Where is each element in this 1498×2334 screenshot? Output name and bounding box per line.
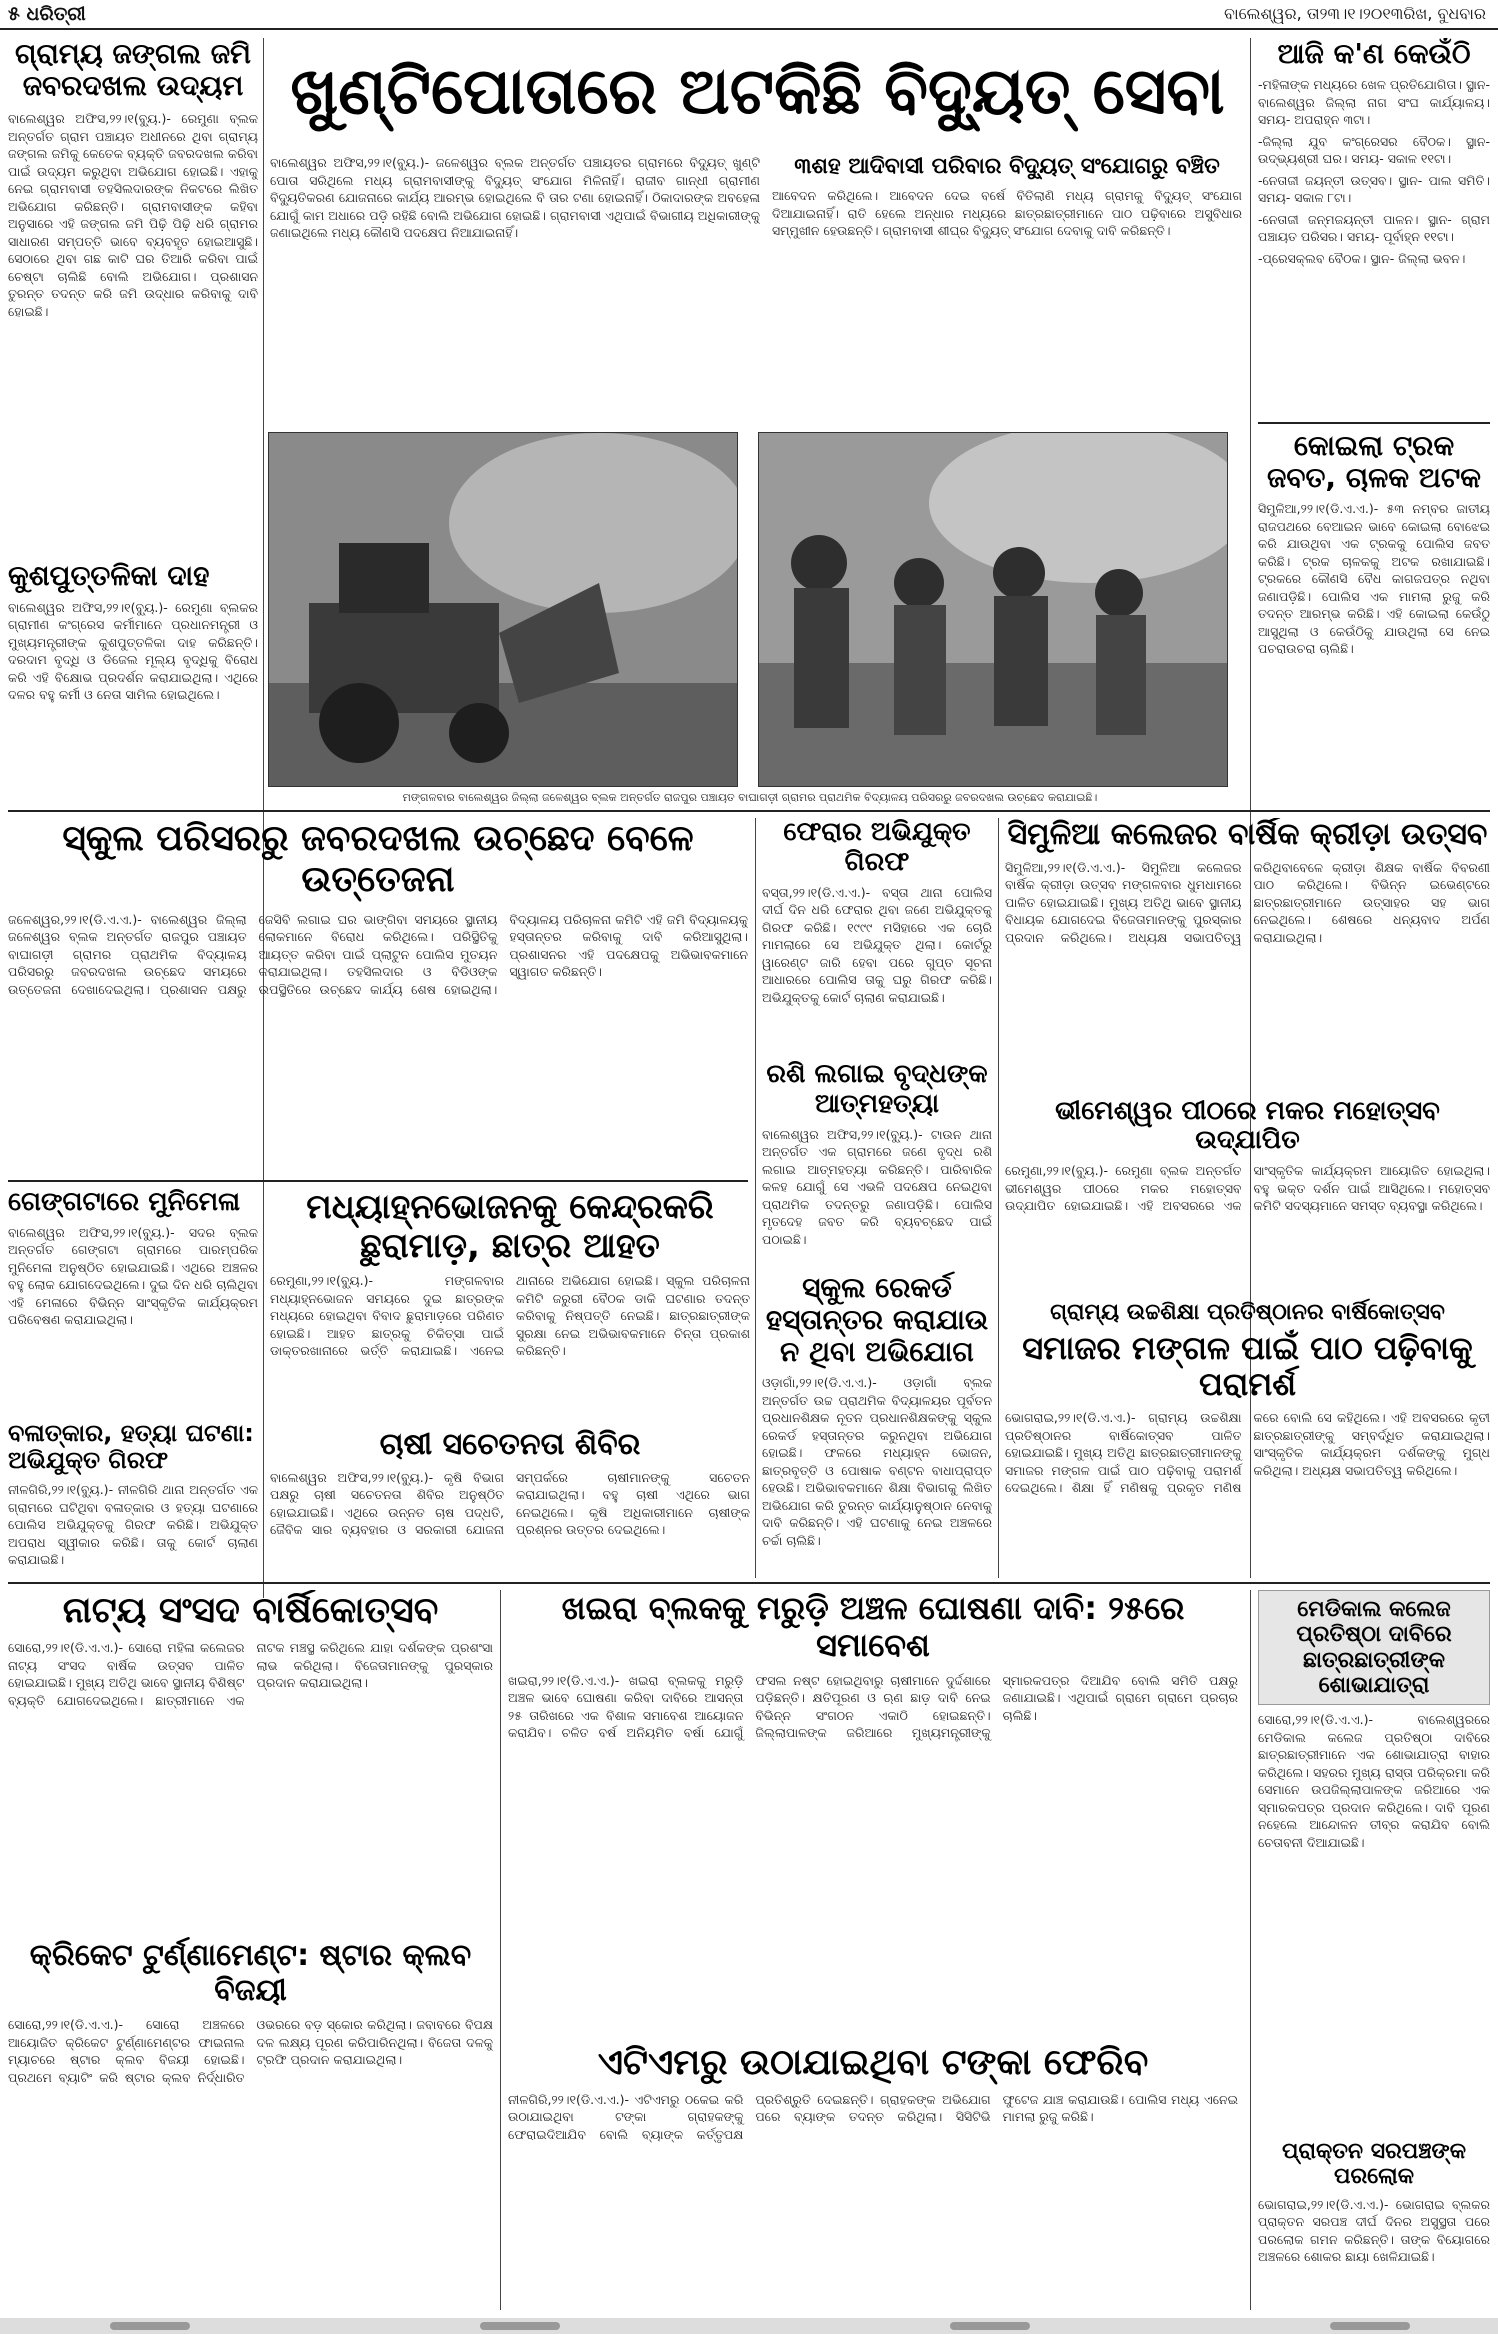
farmer-headline: ଚାଷୀ ସଚେତନତା ଶିବିର: [379, 1427, 641, 1463]
lead-body-right: ଆବେଦନ କରିଥିଲେ। ଆବେଦନ ଦେଇ ବର୍ଷେ ବିତିଲାଣି ମଧ୍ୟ ଗ୍ରାମକୁ ବିଦ୍ୟୁତ୍ ସଂଯୋଗ ଦିଆଯାଇନାହିଁ। ରାତି ହେଲେ ଅନ୍ଧାର ମଧ୍ୟରେ ଛାତ୍ରଛାତ୍ରୀମାନେ ପାଠ ପଢ଼ିବାରେ ଅସୁବିଧାର ସମ୍ମୁଖୀନ ହେଉଛନ୍ତି। ଗ୍ରାମବାସୀ ଶୀଘ୍ର ବିଦ୍ୟୁତ୍ ସଂଯୋଗ ଦେବାକୁ ଦାବି କରିଛନ୍ତି।: [772, 188, 1242, 239]
obit-headline: ପ୍ରାକ୍ତନ ସରପଞ୍ଚଙ୍କ ପରଲୋକ: [1282, 2139, 1466, 2190]
right-block: [1005, 818, 1490, 1578]
obit-body: ଭୋଗରାଇ,୨୨।୧(ଡି.ଏ.ଏ.)- ଭୋଗରାଇ ବ୍ଲକର ପ୍ରାକ୍ତନ ସରପଞ୍ଚ ଦୀର୍ଘ ଦିନର ଅସୁସ୍ଥତା ପରେ ପରଲୋକ ଗମନ କରିଛନ୍ତି। ତାଙ୍କ ବିୟୋଗରେ ଅଞ୍ଚଳରେ ଶୋକର ଛାୟା ଖେଳିଯାଇଛି।: [1258, 2196, 1490, 2265]
makar-headline: ଭୀମେଶ୍ୱର ପୀଠରେ ମକର ମହୋତ୍ସବ ଉଦ୍‌ଯାପିତ: [1055, 1095, 1440, 1156]
lead-photo-caption: ମଙ୍ଗଳବାର ବାଲେଶ୍ୱର ଜିଲ୍ଲା ଜଳେଶ୍ୱର ବ୍ଲକ ଅନ୍ତର୍ଗତ ରାଜପୁର ପଞ୍ଚାୟତ ବାଘାଗଡ଼ୀ ଗ୍ରାମର ପ୍ରାଥମିକ ବିଦ୍ୟାଳୟ ପରିସରରୁ ଜବରଦଖଲ ଉଚ୍ଛେଦ କରାଯାଇଛି।: [402, 791, 1098, 804]
effigy-headline: କୁଶପୁତ୍ତଳିକା ଦାହ: [8, 559, 210, 593]
cricket-body: ସୋରୋ,୨୨।୧(ଡି.ଏ.ଏ.)- ସୋରୋ ଅଞ୍ଚଳରେ ଆୟୋଜିତ କ୍ରିକେଟ ଟୁର୍ଣ୍ଣାମେଣ୍ଟର ଫାଇନାଲ ମ୍ୟାଚରେ ଷ୍ଟାର କ୍ଲବ ବିଜୟୀ ହୋଇଛି। ପ୍ରଥମେ ବ୍ୟାଟିଂ କରି ଷ୍ଟାର କ୍ଲବ ନିର୍ଦ୍ଧାରିତ ଓଭରରେ ବଡ଼ ସ୍କୋର କରିଥିଲା। ଜବାବରେ ବିପକ୍ଷ ଦଳ ଲକ୍ଷ୍ୟ ପୂରଣ କରିପାରିନଥିଲା। ବିଜେତା ଦଳକୁ ଟ୍ରଫି ପ୍ରଦାନ କରାଯାଇଥିଲା।: [8, 2017, 493, 2085]
footer-tab: [110, 2322, 190, 2330]
suicide-body: ବାଲେଶ୍ୱର ଅଫିସ,୨୨।୧(ବ୍ୟୁ.)- ଟାଉନ ଥାନା ଅନ୍ତର୍ଗତ ଏକ ଗ୍ରାମରେ ଜଣେ ବୃଦ୍ଧ ରଶି ଲଗାଇ ଆତ୍ମହତ୍ୟା କରିଛନ୍ତି। ପାରିବାରିକ କଳହ ଯୋଗୁଁ ସେ ଏଭଳି ପଦକ୍ଷେପ ନେଇଥିବା ପ୍ରାଥମିକ ତଦନ୍ତରୁ ଜଣାପଡ଼ିଛି। ପୋଲିସ ମୃତଦେହ ଜବତ କରି ବ୍ୟବଚ୍ଛେଦ ପାଇଁ ପଠାଇଛି।: [762, 1126, 992, 1247]
page-header: [0, 0, 1498, 30]
school-body: ଜଳେଶ୍ୱର,୨୨।୧(ଡି.ଏ.ଏ.)- ବାଲେଶ୍ୱର ଜିଲ୍ଲା ଜଳେଶ୍ୱର ବ୍ଲକ ଅନ୍ତର୍ଗତ ରାଜପୁର ପଞ୍ଚାୟତ ବାଘାଗଡ଼ୀ ଗ୍ରାମର ପ୍ରାଥମିକ ବିଦ୍ୟାଳୟ ପରିସରରୁ ଜବରଦଖଲ ଉଚ୍ଛେଦ ସମୟରେ ଉତ୍ତେଜନା ଦେଖାଦେଇଥିଲା। ପ୍ରଶାସନ ପକ୍ଷରୁ ଜେସିବି ଲଗାଇ ଘର ଭାଙ୍ଗିବା ସମୟରେ ସ୍ଥାନୀୟ ଲୋକମାନେ ବିରୋଧ କରିଥିଲେ। ପରିସ୍ଥିତିକୁ ଆୟତ୍ତ କରିବା ପାଇଁ ପ୍ଲାଟୁନ ପୋଲିସ ମୁତୟନ କରାଯାଇଥିଲା। ତହସିଲଦାର ଓ ବିଡିଓଙ୍କ ଉପସ୍ଥିତିରେ ଉଚ୍ଛେଦ କାର୍ଯ୍ୟ ଶେଷ ହୋଇଥିଲା। ବିଦ୍ୟାଳୟ ପରିଚାଳନା କମିଟି ଏହି ଜମି ବିଦ୍ୟାଳୟକୁ ହସ୍ତାନ୍ତର କରିବାକୁ ଦାବି କରିଆସୁଥିଲା। ପ୍ରଶାସନର ଏହି ପଦକ୍ଷେପକୁ ଅଭିଭାବକମାନେ ସ୍ୱାଗତ କରିଛନ୍ତି।: [8, 911, 748, 997]
effigy-body: ବାଲେଶ୍ୱର ଅଫିସ,୨୨।୧(ବ୍ୟୁ.)- ରେମୁଣା ବ୍ଲକର ଗ୍ରାମୀଣ କଂଗ୍ରେସ କର୍ମୀମାନେ ପ୍ରଧାନମନ୍ତ୍ରୀ ଓ ମୁଖ୍ୟମନ୍ତ୍ରୀଙ୍କ କୁଶପୁତ୍ତଳିକା ଦାହ କରିଛନ୍ତି। ଦରଦାମ ବୃଦ୍ଧି ଓ ଡିଜେଲ ମୂଲ୍ୟ ବୃଦ୍ଧିକୁ ବିରୋଧ କରି ଏହି ବିକ୍ଷୋଭ ପ୍ରଦର୍ଶନ କରାଯାଇଥିଲା। ଏଥିରେ ଦଳର ବହୁ କର୍ମୀ ଓ ନେତା ସାମିଲ ହୋଇଥିଲେ।: [8, 599, 258, 703]
page-footer-strip: [0, 2318, 1498, 2334]
drama-body: ସୋରୋ,୨୨।୧(ଡି.ଏ.ଏ.)- ସୋରୋ ମହିଳା କଲେଜର ନାଟ୍ୟ ସଂସଦ ବାର୍ଷିକ ଉତ୍ସବ ପାଳିତ ହୋଇଯାଇଛି। ମୁଖ୍ୟ ଅତିଥି ଭାବେ ସ୍ଥାନୀୟ ବିଶିଷ୍ଟ ବ୍ୟକ୍ତି ଯୋଗଦେଇଥିଲେ। ଛାତ୍ରୀମାନେ ଏକ ନାଟକ ମଞ୍ଚସ୍ଥ କରିଥିଲେ ଯାହା ଦର୍ଶକଙ୍କ ପ୍ରଶଂସା ଲାଭ କରିଥିଲା। ବିଜେତାମାନଙ୍କୁ ପୁରସ୍କାର ପ୍ରଦାନ କରାଯାଇଥିଲା।: [8, 1640, 493, 1708]
photo-bulldozer: [268, 432, 738, 787]
rural-edu-body: ଭୋଗରାଇ,୨୨।୧(ଡି.ଏ.ଏ.)- ଗ୍ରାମ୍ୟ ଉଚ୍ଚଶିକ୍ଷା ପ୍ରତିଷ୍ଠାନର ବାର୍ଷିକୋତ୍ସବ ପାଳିତ ହୋଇଯାଇଛି। ମୁଖ୍ୟ ଅତିଥି ଛାତ୍ରଛାତ୍ରୀମାନଙ୍କୁ ସମାଜର ମଙ୍ଗଳ ପାଇଁ ପାଠ ପଢ଼ିବାକୁ ପରାମର୍ଶ ଦେଇଥିଲେ। ଶିକ୍ଷା ହିଁ ମଣିଷକୁ ପ୍ରକୃତ ମଣିଷ କରେ ବୋଲି ସେ କହିଥିଲେ। ଏହି ଅବସରରେ କୃତୀ ଛାତ୍ରଛାତ୍ରୀଙ୍କୁ ସମ୍ବର୍ଦ୍ଧିତ କରାଯାଇଥିଲା। ସାଂସ୍କୃତିକ କାର୍ଯ୍ୟକ୍ରମ ଦର୍ଶକଙ୍କୁ ମୁଗ୍ଧ କରିଥିଲା। ଅଧ୍ୟକ୍ଷ ସଭାପତିତ୍ୱ କରିଥିଲେ।: [1005, 1410, 1490, 1496]
ganga-rape-column: [8, 1188, 258, 1578]
coal-truck-article: [1258, 430, 1490, 805]
today-item: -ଜିଲ୍ଲା ଯୁବ କଂଗ୍ରେସର ବୈଠକ। ସ୍ଥାନ- ଉଦ୍ଭ୍ୟଶ୍ରୀ ଘର। ସମୟ- ସକାଳ ୧୧ଟା।: [1258, 133, 1490, 167]
ganga-headline: ଗେଙ୍ଗଟାରେ ମୁନିମେଳା: [8, 1188, 241, 1217]
arrest-headline: ଫେରାର ଅଭିଯୁକ୍ତ ଗିରଫ: [783, 818, 971, 877]
ganga-body: ବାଲେଶ୍ୱର ଅଫିସ,୨୨।୧(ବ୍ୟୁ.)- ସଦର ବ୍ଲକ ଅନ୍ତର୍ଗତ ଗେଙ୍ଗଟା ଗ୍ରାମରେ ପାରମ୍ପରିକ ମୁନିମେଳା ଅନୁଷ୍ଠିତ ହୋଇଯାଇଛି। ଏଥିରେ ଅଞ୍ଚଳର ବହୁ ଲୋକ ଯୋଗଦେଇଥିଲେ। ଦୁଇ ଦିନ ଧରି ଚାଲିଥିବା ଏହି ମେଳାରେ ବିଭିନ୍ନ ସାଂସ୍କୃତିକ କାର୍ଯ୍ୟକ୍ରମ ପରିବେଷଣ କରାଯାଇଥିଲା।: [8, 1224, 258, 1328]
records-body: ଓଡ଼ାଗାଁ,୨୨।୧(ଡି.ଏ.ଏ.)- ଓଡ଼ାଗାଁ ବ୍ଲକ ଅନ୍ତର୍ଗତ ଉଚ୍ଚ ପ୍ରାଥମିକ ବିଦ୍ୟାଳୟର ପୂର୍ବତନ ପ୍ରଧାନଶିକ୍ଷକ ନୂତନ ପ୍ରଧାନଶିକ୍ଷକଙ୍କୁ ସ୍କୁଲ ରେକର୍ଡ ହସ୍ତାନ୍ତର କରୁନଥିବା ଅଭିଯୋଗ ହୋଇଛି। ଫଳରେ ମଧ୍ୟାହ୍ନ ଭୋଜନ, ଛାତ୍ରବୃତ୍ତି ଓ ପୋଷାକ ବଣ୍ଟନ ବାଧାପ୍ରାପ୍ତ ହେଉଛି। ଅଭିଭାବକମାନେ ଶିକ୍ଷା ବିଭାଗକୁ ଲିଖିତ ଅଭିଯୋଗ କରି ତୁରନ୍ତ କାର୍ଯ୍ୟାନୁଷ୍ଠାନ ନେବାକୁ ଦାବି କରିଛନ୍ତି। ଏହି ଘଟଣାକୁ ନେଇ ଅଞ୍ଚଳରେ ଚର୍ଚ୍ଚା ଚାଲିଛି।: [762, 1375, 992, 1548]
college-sports-body: ସିମୁଳିଆ,୨୨।୧(ଡି.ଏ.ଏ.)- ସିମୁଳିଆ କଲେଜର ବାର୍ଷିକ କ୍ରୀଡ଼ା ଉତ୍ସବ ମଙ୍ଗଳବାର ଧୁମଧାମରେ ପାଳିତ ହୋଇଯାଇଛି। ମୁଖ୍ୟ ଅତିଥି ଭାବେ ସ୍ଥାନୀୟ ବିଧାୟକ ଯୋଗଦେଇ ବିଜେତାମାନଙ୍କୁ ପୁରସ୍କାର ପ୍ରଦାନ କରିଥିଲେ। ଅଧ୍ୟକ୍ଷ ସଭାପତିତ୍ୱ କରିଥିବାବେଳେ କ୍ରୀଡ଼ା ଶିକ୍ଷକ ବାର୍ଷିକ ବିବରଣୀ ପାଠ କରିଥିଲେ। ବିଭିନ୍ନ ଇଭେଣ୍ଟରେ ଛାତ୍ରଛାତ୍ରୀମାନେ ଉତ୍ସାହର ସହ ଭାଗ ନେଇଥିଲେ। ଶେଷରେ ଧନ୍ୟବାଦ ଅର୍ପଣ କରାଯାଇଥିଲା।: [1005, 859, 1490, 945]
today-item: -ମହିଳାଙ୍କ ମଧ୍ୟରେ ଖେଳ ପ୍ରତିଯୋଗିତା। ସ୍ଥାନ- ବାଲେଶ୍ୱର ଜିଲ୍ଲା ନାଗ ସଂଘ କାର୍ଯ୍ୟାଳୟ। ସମୟ- ଅପରାହ୍ନ ୩ଟା।: [1258, 77, 1490, 128]
footer-tab: [950, 2322, 1030, 2330]
makar-body: ରେମୁଣା,୨୨।୧(ବ୍ୟୁ.)- ରେମୁଣା ବ୍ଲକ ଅନ୍ତର୍ଗତ ଭୀମେଶ୍ୱର ପୀଠରେ ମକର ମହୋତ୍ସବ ଉଦ୍‌ଯାପିତ ହୋଇଯାଇଛି। ଏହି ଅବସରରେ ଏକ ସାଂସ୍କୃତିକ କାର୍ଯ୍ୟକ୍ରମ ଆୟୋଜିତ ହୋଇଥିଲା। ବହୁ ଭକ୍ତ ଦର୍ଶନ ପାଇଁ ଆସିଥିଲେ। ମହୋତ୍ସବ କମିଟି ସଦସ୍ୟମାନେ ସମସ୍ତ ବ୍ୟବସ୍ଥା କରିଥିଲେ।: [1005, 1163, 1490, 1214]
forest-body: ବାଲେଶ୍ୱର ଅଫିସ,୨୨।୧(ବ୍ୟୁ.)- ରେମୁଣା ବ୍ଲକ ଅନ୍ତର୍ଗତ ଗ୍ରାମ ପଞ୍ଚାୟତ ଅଧୀନରେ ଥିବା ଗ୍ରାମ୍ୟ ଜଙ୍ଗଲ ଜମିକୁ କେତେକ ବ୍ୟକ୍ତି ଜବରଦଖଲ କରିବା ପାଇଁ ଉଦ୍ୟମ କରୁଥିବା ଅଭିଯୋଗ ହୋଇଛି। ଏହାକୁ ନେଇ ଗ୍ରାମବାସୀ ତହସିଲଦାରଙ୍କ ନିକଟରେ ଲିଖିତ ଅଭିଯୋଗ କରିଛନ୍ତି। ଗ୍ରାମବାସୀଙ୍କ କହିବା ଅନୁସାରେ ଏହି ଜଙ୍ଗଲ ଜମି ପିଢ଼ି ପିଢ଼ି ଧରି ଗ୍ରାମର ସାଧାରଣ ସମ୍ପତ୍ତି ଭାବେ ବ୍ୟବହୃତ ହୋଇଆସୁଛି। ସେଠାରେ ଥିବା ଗଛ କାଟି ଘର ତିଆରି କରିବା ପାଇଁ ଚେଷ୍ଟା ଚାଲିଛି ବୋଲି ଅଭିଯୋଗ। ପ୍ରଶାସନ ତୁରନ୍ତ ତଦନ୍ତ କରି ଜମି ଉଦ୍ଧାର କରିବାକୁ ଦାବି ହୋଇଛି।: [8, 111, 258, 319]
school-headline: ସ୍କୁଲ ପରିସରରୁ ଜବରଦଖଲ ଉଚ୍ଛେଦ ବେଳେ ଉତ୍ତେଜନା: [62, 818, 694, 901]
arrest-body: ବସ୍ତା,୨୨।୧(ଡି.ଏ.ଏ.)- ବସ୍ତା ଥାନା ପୋଲିସ ଦୀର୍ଘ ଦିନ ଧରି ଫେରାର ଥିବା ଜଣେ ଅଭିଯୁକ୍ତକୁ ଗିରଫ କରିଛି। ୧୯୯୯ ମସିହାରେ ଏକ ଚୋରି ମାମଲାରେ ସେ ଅଭିଯୁକ୍ତ ଥିଲା। କୋର୍ଟରୁ ୱାରେଣ୍ଟ ଜାରି ହେବା ପରେ ଗୁପ୍ତ ସୂଚନା ଆଧାରରେ ପୋଲିସ ତାକୁ ଘରୁ ଗିରଫ କରିଛି। ଅଭିଯୁକ୍ତକୁ କୋର୍ଟ ଚାଲାଣ କରାଯାଇଛି।: [762, 884, 992, 1005]
medical-body: ସୋରୋ,୨୨।୧(ଡି.ଏ.ଏ.)- ବାଲେଶ୍ୱରରେ ମେଡିକାଲ କଲେଜ ପ୍ରତିଷ୍ଠା ଦାବିରେ ଛାତ୍ରଛାତ୍ରୀମାନେ ଏକ ଶୋଭାଯାତ୍ରା ବାହାର କରିଥିଲେ। ସହରର ମୁଖ୍ୟ ରାସ୍ତା ପରିକ୍ରମା କରି ସେମାନେ ଉପଜିଲ୍ଲାପାଳଙ୍କ ଜରିଆରେ ଏକ ସ୍ମାରକପତ୍ର ପ୍ରଦାନ କରିଥିଲେ। ଦାବି ପୂରଣ ନହେଲେ ଆନ୍ଦୋଳନ ତୀବ୍ର କରାଯିବ ବୋଲି ଚେତାବନୀ ଦିଆଯାଇଛି।: [1258, 1712, 1490, 1850]
cricket-headline: କ୍ରିକେଟ ଟୁର୍ଣ୍ଣାମେଣ୍ଟ: ଷ୍ଟାର କ୍ଲବ ବିଜୟୀ: [29, 1938, 472, 2008]
today-headline: ଆଜି କ'ଣ କେଉଁଠି: [1277, 38, 1471, 70]
rural-edu-kicker: ଗ୍ରାମ୍ୟ ଉଚ୍ଚଶିକ୍ଷା ପ୍ରତିଷ୍ଠାନର ବାର୍ଷିକୋତ୍ସବ: [1050, 1300, 1445, 1326]
today-item: -ପ୍ରେସକ୍ଲବ ବୈଠକ। ସ୍ଥାନ- ଜିଲ୍ଲା ଭବନ।: [1258, 250, 1466, 266]
midday-body: ରେମୁଣା,୨୨।୧(ବ୍ୟୁ.)- ମଙ୍ଗଳବାର ମଧ୍ୟାହ୍ନଭୋଜନ ସମୟରେ ଦୁଇ ଛାତ୍ରଙ୍କ ମଧ୍ୟରେ ହୋଇଥିବା ବିବାଦ ଛୁରାମାଡ଼ରେ ପରିଣତ ହୋଇଛି। ଆହତ ଛାତ୍ରକୁ ଚିକିତ୍ସା ପାଇଁ ଡାକ୍ତରଖାନାରେ ଭର୍ତ୍ତି କରାଯାଇଛି। ଏନେଇ ଥାନାରେ ଅଭିଯୋଗ ହୋଇଛି। ସ୍କୁଲ ପରିଚାଳନା କମିଟି ଜରୁରୀ ବୈଠକ ଡାକି ଘଟଣାର ତଦନ୍ତ କରିବାକୁ ନିଷ୍ପତ୍ତି ନେଇଛି। ଛାତ୍ରଛାତ୍ରୀଙ୍କ ସୁରକ୍ଷା ନେଇ ଅଭିଭାବକମାନେ ଚିନ୍ତା ପ୍ରକାଶ କରିଛନ୍ତି।: [270, 1273, 750, 1359]
suicide-headline: ରଶି ଲଗାଇ ବୃଦ୍ଧଙ୍କ ଆତ୍ମହତ୍ୟା: [766, 1058, 988, 1119]
today-box: [1258, 38, 1490, 458]
today-item: -ନେତାଜୀ ଜନ୍ମଜୟନ୍ତୀ ପାଳନ। ସ୍ଥାନ- ଗ୍ରାମ ପଞ୍ଚାୟତ ପରିସର। ସମୟ- ପୂର୍ବାହ୍ନ ୧୧ଟା।: [1258, 211, 1490, 245]
footer-tab: [1330, 2322, 1410, 2330]
forest-headline: ଗ୍ରାମ୍ୟ ଜଙ୍ଗଲ ଜମି ଜବରଦଖଲ ଉଦ୍ୟମ: [15, 38, 251, 103]
bottom-right-block: [1258, 1590, 1490, 2310]
midday-farmer-block: [270, 1188, 750, 1578]
school-article: [8, 818, 748, 1178]
middle-column: [762, 818, 992, 1578]
college-sports-headline: ସିମୁଳିଆ କଲେଜର ବାର୍ଷିକ କ୍ରୀଡ଼ା ଉତ୍ସବ: [1007, 818, 1488, 852]
coal-headline: କୋଇଲା ଟ୍ରକ ଜବତ, ଚାଳକ ଅଟକ: [1267, 430, 1481, 495]
atm-headline: ଏଟିଏମରୁ ଉଠାଯାଇଥିବା ଟଙ୍କା ଫେରିବ: [597, 2041, 1149, 2083]
bottom-center-block: [508, 1590, 1238, 2310]
today-item: -ନେତାଜୀ ଜୟନ୍ତୀ ଉତ୍ସବ। ସ୍ଥାନ- ପାଲ ସମିତି। ସମୟ- ସକାଳ ୮ଟା।: [1258, 172, 1490, 206]
page-label: ୫ ଧରିତ୍ରୀ: [8, 3, 86, 25]
dateline: ବାଲେଶ୍ୱର, ତା୨୩।୧।୨୦୧୩ରିଖ, ବୁଧବାର: [1224, 4, 1486, 23]
midday-headline: ମଧ୍ୟାହ୍ନଭୋଜନକୁ କେନ୍ଦ୍ରକରି ଛୁରାମାଡ଼, ଛାତ୍ର ଆହତ: [306, 1188, 714, 1267]
lead-headline: ଖୁଣ୍ଟିପୋତାରେ ଅଟକିଛି ବିଦ୍ୟୁତ୍ ସେବା: [290, 55, 1225, 129]
lead-subheadline: ୩ଶହ ଆଦିବାସୀ ପରିବାର ବିଦ୍ୟୁତ୍ ସଂଯୋଗରୁ ବଞ୍ଚିତ: [794, 154, 1220, 179]
medical-headline: ମେଡିକାଲ କଲେଜ ପ୍ରତିଷ୍ଠା ଦାବିରେ ଛାତ୍ରଛାତ୍ରୀଙ୍କ ଶୋଭାଯାତ୍ରା: [1258, 1590, 1490, 1705]
coal-body: ସିମୁଳିଆ,୨୨।୧(ଡି.ଏ.ଏ.)- ୫୩ ନମ୍ବର ଜାତୀୟ ରାଜପଥରେ ବେଆଇନ ଭାବେ କୋଇଲା ବୋଝେଇ କରି ଯାଉଥିବା ଏକ ଟ୍ରକକୁ ପୋଲିସ ଜବତ କରିଛି। ଟ୍ରକ ଚାଳକକୁ ଅଟକ ରଖାଯାଇଛି। ଟ୍ରକରେ କୌଣସି ବୈଧ କାଗଜପତ୍ର ନଥିବା ଜଣାପଡ଼ିଛି। ପୋଲିସ ଏକ ମାମଲା ରୁଜୁ କରି ତଦନ୍ତ ଆରମ୍ଭ କରିଛି। ଏହି କୋଇଲା କେଉଁଠୁ ଆସୁଥିଲା ଓ କେଉଁଠିକୁ ଯାଉଥିଲା ସେ ନେଇ ପଚରାଉଚରା ଚାଲିଛି।: [1258, 501, 1490, 657]
atm-body: ନୀଳଗିରି,୨୨।୧(ଡି.ଏ.ଏ.)- ଏଟିଏମରୁ ଠକେଇ କରି ଉଠାଯାଇଥିବା ଟଙ୍କା ଗ୍ରାହକଙ୍କୁ ଫେରାଇଦିଆଯିବ ବୋଲି ବ୍ୟାଙ୍କ କର୍ତ୍ତୃପକ୍ଷ ପ୍ରତିଶ୍ରୁତି ଦେଇଛନ୍ତି। ଗ୍ରାହକଙ୍କ ଅଭିଯୋଗ ପରେ ବ୍ୟାଙ୍କ ତଦନ୍ତ କରିଥିଲା। ସିସିଟିଭି ଫୁଟେଜ ଯାଞ୍ଚ କରାଯାଉଛି। ପୋଲିସ ମଧ୍ୟ ଏନେଇ ମାମଲା ରୁଜୁ କରିଛି।: [508, 2091, 1238, 2142]
photo-crowd: [758, 432, 1228, 787]
drama-headline: ନାଟ୍ୟ ସଂସଦ ବାର୍ଷିକୋତ୍ସବ: [62, 1590, 439, 1631]
khaira-headline: ଖଇରା ବ୍ଲକକୁ ମରୁଡ଼ି ଅଞ୍ଚଳ ଘୋଷଣା ଦାବି: ୨୫ରେ ସମାବେଶ: [561, 1590, 1185, 1664]
rape-headline: ବଳାତ୍କାର, ହତ୍ୟା ଘଟଣା: ଅଭିଯୁକ୍ତ ଗିରଫ: [8, 1418, 254, 1475]
farmer-body: ବାଲେଶ୍ୱର ଅଫିସ,୨୨।୧(ବ୍ୟୁ.)- କୃଷି ବିଭାଗ ପକ୍ଷରୁ ଚାଷୀ ସଚେତନତା ଶିବିର ଅନୁଷ୍ଠିତ ହୋଇଯାଇଛି। ଏଥିରେ ଉନ୍ନତ ଚାଷ ପଦ୍ଧତି, ଜୈବିକ ସାର ବ୍ୟବହାର ଓ ସରକାରୀ ଯୋଜନା ସମ୍ପର୍କରେ ଚାଷୀମାନଙ୍କୁ ସଚେତନ କରାଯାଇଥିଲା। ବହୁ ଚାଷୀ ଏଥିରେ ଭାଗ ନେଇଥିଲେ। କୃଷି ଅଧିକାରୀମାନେ ଚାଷୀଙ୍କ ପ୍ରଶ୍ନର ଉତ୍ତର ଦେଇଥିଲେ।: [270, 1469, 750, 1538]
footer-tab: [480, 2322, 560, 2330]
records-headline: ସ୍କୁଲ ରେକର୍ଡ ହସ୍ତାନ୍ତର କରାଯାଉ ନ ଥିବା ଅଭିଯୋଗ: [765, 1270, 989, 1368]
rape-body: ନୀଳଗିରି,୨୨।୧(ବ୍ୟୁ.)- ନୀଳଗିରି ଥାନା ଅନ୍ତର୍ଗତ ଏକ ଗ୍ରାମରେ ଘଟିଥିବା ବଳାତ୍କାର ଓ ହତ୍ୟା ଘଟଣାରେ ପୋଲିସ ଅଭିଯୁକ୍ତକୁ ଗିରଫ କରିଛି। ଅଭିଯୁକ୍ତ ଅପରାଧ ସ୍ୱୀକାର କରିଛି। ତାକୁ କୋର୍ଟ ଚାଲାଣ କରାଯାଇଛି।: [8, 1482, 258, 1568]
bottom-left-block: [8, 1590, 493, 2310]
rural-edu-headline: ସମାଜର ମଙ୍ଗଳ ପାଇଁ ପାଠ ପଢ଼ିବାକୁ ପରାମର୍ଶ: [1022, 1328, 1473, 1404]
khaira-body: ଖଇରା,୨୨।୧(ଡି.ଏ.ଏ.)- ଖଇରା ବ୍ଲକକୁ ମରୁଡ଼ି ଅଞ୍ଚଳ ଭାବେ ଘୋଷଣା କରିବା ଦାବିରେ ଆସନ୍ତା ୨୫ ତାରିଖରେ ଏକ ବିଶାଳ ସମାବେଶ ଆୟୋଜନ କରାଯିବ। ଚଳିତ ବର୍ଷ ଅନିୟମିତ ବର୍ଷା ଯୋଗୁଁ ଫସଲ ନଷ୍ଟ ହୋଇଥିବାରୁ ଚାଷୀମାନେ ଦୁର୍ଦ୍ଦଶାରେ ପଡ଼ିଛନ୍ତି। କ୍ଷତିପୂରଣ ଓ ଋଣ ଛାଡ଼ ଦାବି ନେଇ ବିଭିନ୍ନ ସଂଗଠନ ଏକାଠି ହୋଇଛନ୍ତି। ଜିଲ୍ଲାପାଳଙ୍କ ଜରିଆରେ ମୁଖ୍ୟମନ୍ତ୍ରୀଙ୍କୁ ସ୍ମାରକପତ୍ର ଦିଆଯିବ ବୋଲି ସମିତି ପକ୍ଷରୁ ଜଣାଯାଇଛି। ଏଥିପାଇଁ ଗ୍ରାମେ ଗ୍ରାମେ ପ୍ରଚାର ଚାଲିଛି।: [508, 1672, 1238, 1741]
lead-body-left: ବାଲେଶ୍ୱର ଅଫିସ,୨୨।୧(ବ୍ୟୁ.)- ଜଳେଶ୍ୱର ବ୍ଲକ ଅନ୍ତର୍ଗତ ପଞ୍ଚାୟତର ଗ୍ରାମରେ ବିଦ୍ୟୁତ୍ ଖୁଣ୍ଟି ପୋତା ସରିଥିଲେ ମଧ୍ୟ ଗ୍ରାମବାସୀଙ୍କୁ ବିଦ୍ୟୁତ୍ ସଂଯୋଗ ମିଳିନାହିଁ। ରାଜୀବ ଗାନ୍ଧୀ ଗ୍ରାମୀଣ ବିଦ୍ୟୁତିକରଣ ଯୋଜନାରେ କାର୍ଯ୍ୟ ଆରମ୍ଭ ହୋଇଥିଲେ ବି ତାର ଟଣା ହୋଇନାହିଁ। ଠିକାଦାରଙ୍କ ଅବହେଳା ଯୋଗୁଁ କାମ ଅଧାରେ ପଡ଼ି ରହିଛି ବୋଲି ଅଭିଯୋଗ ହୋଇଛି। ଗ୍ରାମବାସୀ ଏଥିପାଇଁ ବିଭାଗୀୟ ଅଧିକାରୀଙ୍କୁ ଜଣାଇଥିଲେ ମଧ୍ୟ କୌଣସି ପଦକ୍ଷେପ ନିଆଯାଇନାହିଁ।: [270, 155, 760, 240]
